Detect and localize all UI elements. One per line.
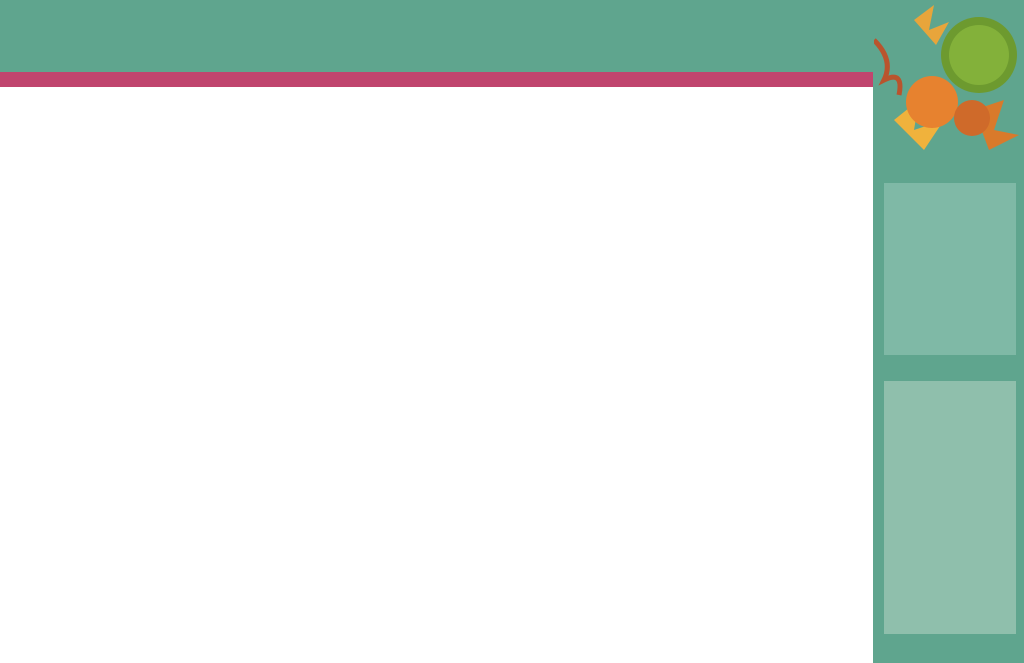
birth-month-fact xyxy=(884,183,1016,355)
calendar-title xyxy=(22,8,36,64)
day-of-week-header xyxy=(0,72,873,87)
legend xyxy=(884,381,1016,634)
sep-autumn-graphic xyxy=(874,0,1024,172)
calendar xyxy=(0,72,873,663)
